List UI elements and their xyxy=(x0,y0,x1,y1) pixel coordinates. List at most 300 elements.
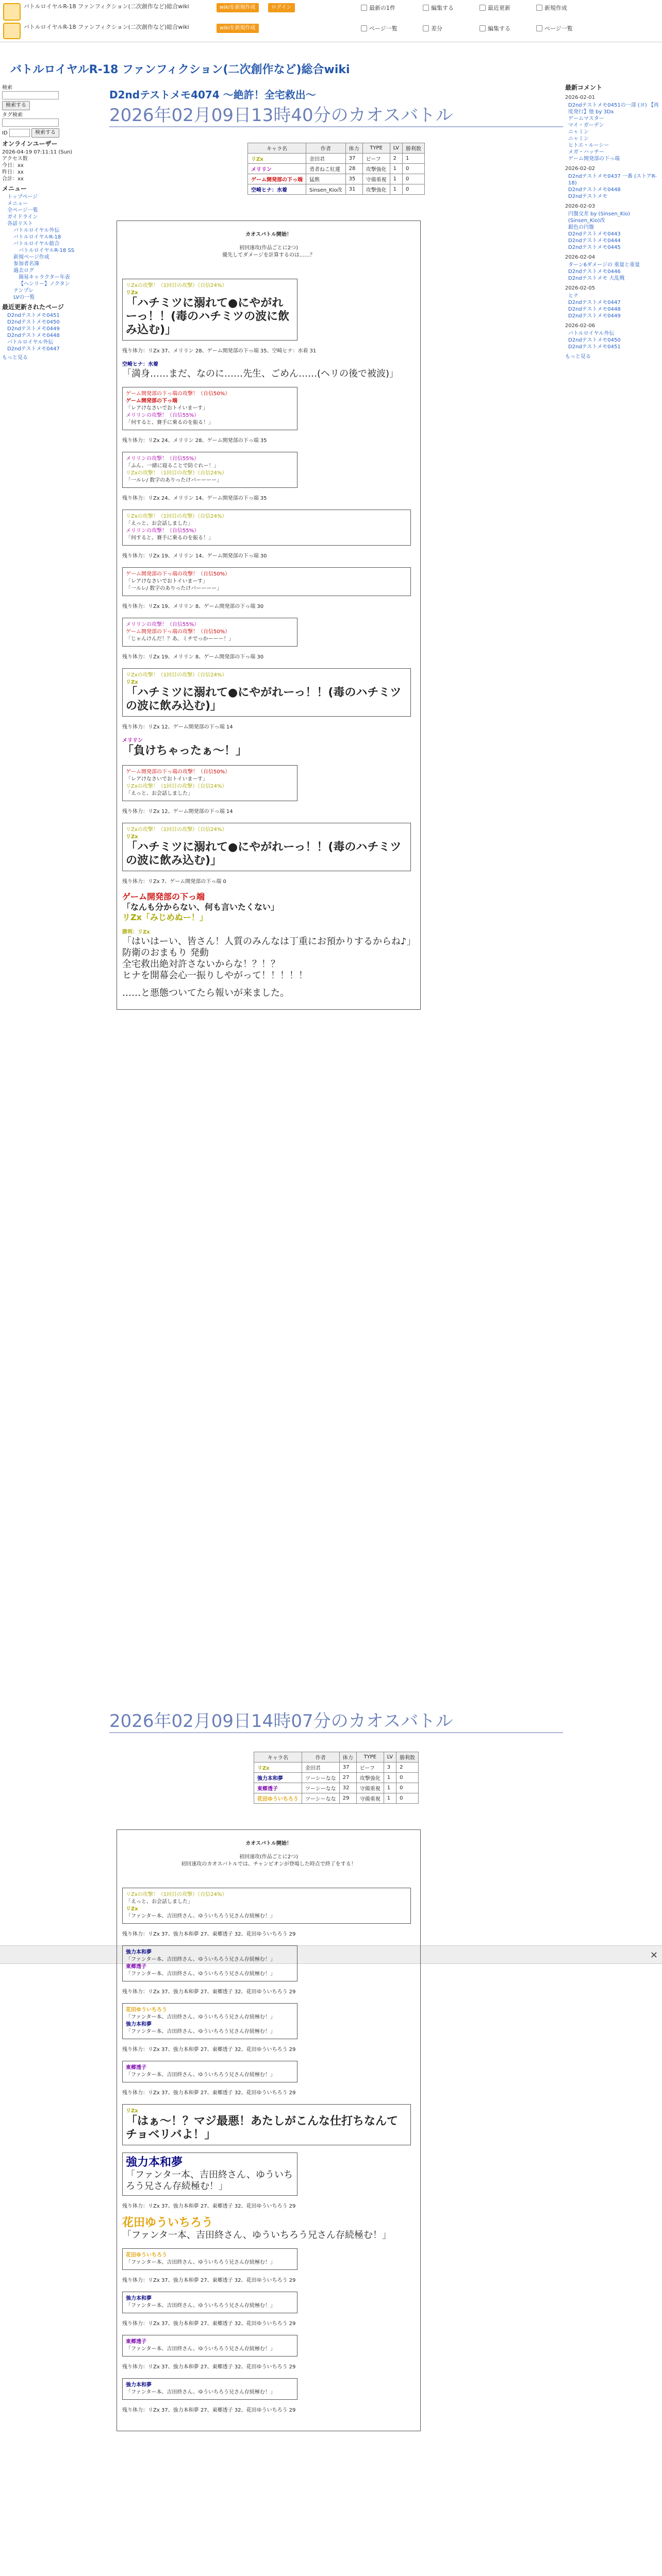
more-link[interactable]: もっと見る xyxy=(2,355,28,361)
cell: 32 xyxy=(339,1783,356,1793)
turn-frame xyxy=(122,1888,411,1924)
table-row xyxy=(248,164,425,174)
attack-line: ゲーム開発部の下っ端の攻撃！（自信50%） xyxy=(126,571,230,577)
table-row xyxy=(254,1793,418,1804)
menu-item[interactable]: 【ヘンリー】ノクタン xyxy=(19,281,70,287)
battle-log xyxy=(117,1829,421,2431)
column-header: 作者 xyxy=(306,143,346,154)
cell: 0 xyxy=(402,164,424,174)
special-move-text: 「はぁ～！？マジ最悪！あたしがこんな仕打ちなんてチョベリバよ！」 xyxy=(126,2115,399,2141)
column-header: LV xyxy=(390,143,402,154)
attacker-name: 強力本和夢 xyxy=(126,2296,152,2301)
column-header: 作者 xyxy=(302,1752,339,1762)
attack-line: ゲーム開発部の下っ端の攻撃！（自信50%） xyxy=(126,391,230,397)
cell: 攻撃強化 xyxy=(356,1773,384,1783)
hp-line: 残り体力：リZx 19、メリリン 8、ゲーム開発部の下っ端 30 xyxy=(122,654,264,660)
menu-item[interactable]: 簡易キャラクター年表 xyxy=(19,275,70,280)
dialogue-line: 「ファンター本、吉田終さん、ゆういちろう兄さん存続極む！」 xyxy=(126,2029,275,2035)
ending-line: ヒナを開幕会心一振りしやがって！！！！！ xyxy=(122,970,308,981)
cell: 0 xyxy=(396,1773,419,1783)
recent-update-item[interactable]: バトルロイヤル外伝 xyxy=(7,340,54,345)
comment-date: 2026-02-01 xyxy=(565,95,595,100)
cell: ビーフ xyxy=(356,1762,384,1773)
rule-line: 初回速攻のカオスバトルでは、チャンピオンが登場した時点で終了をする！ xyxy=(181,1861,356,1867)
dialogue-line: 「レアけなさいでおトイいまーす」 xyxy=(126,579,208,584)
cell: 攻撃強化 xyxy=(362,184,390,195)
battle-start: カオスバトル開始！ xyxy=(245,232,292,238)
dialogue-line: 「ファンター本、吉田終さん、ゆういちろう兄さん存続極む！」 xyxy=(126,2072,275,2078)
cell: 2 xyxy=(390,154,402,164)
dialogue-line: 「ファンター本、吉田終さん、ゆういちろう兄さん存続極む！」 xyxy=(126,2389,275,2395)
cell: 守備重視 xyxy=(356,1793,384,1804)
dialogue-line: 「ファンター本、吉田終さん、ゆういちろう兄さん存続極む！」 xyxy=(126,2303,275,2309)
search-button[interactable]: 検索する xyxy=(2,101,30,110)
cell: 守備重視 xyxy=(356,1783,384,1793)
right-sidebar xyxy=(563,82,662,362)
attack-line: ゲーム開発部の下っ端の攻撃！（自信50%） xyxy=(126,629,230,635)
list-icon xyxy=(361,25,367,31)
cell: 0 xyxy=(402,174,424,184)
attacker-name: 強力本和夢 xyxy=(126,2382,152,2388)
comment-item[interactable]: (Sinsen_Kio)改 xyxy=(568,218,605,224)
rule-line: 初回速攻(作品ごとに2つ) xyxy=(239,1854,299,1860)
column-header: TYPE xyxy=(356,1752,384,1762)
turn-frame xyxy=(122,2248,297,2270)
attacker-name: 東郷透子 xyxy=(126,2065,146,2071)
attacker-name: ゲーム開発部の下っ端 xyxy=(126,398,177,404)
hp-line: 残り体力：リZx 24、メリリン 14、ゲーム開発部の下っ端 35 xyxy=(122,496,267,501)
comment-item[interactable]: 銀色の円盤 xyxy=(568,225,594,230)
comment-item[interactable]: D2ndテストメモ0450 xyxy=(568,337,621,343)
comment-item[interactable]: D2ndテストメモ0449 xyxy=(568,313,621,319)
cell: 攻撃強化 xyxy=(362,164,390,174)
hp-line: 残り体力：リZx 19、メリリン 8、ゲーム開発部の下っ端 30 xyxy=(122,604,264,609)
comment-item[interactable]: バトルロイヤル外伝 xyxy=(568,331,615,336)
online-line: 2026-04-19 07:11:11 (Sun) xyxy=(2,149,73,155)
turn-frame xyxy=(122,2335,297,2357)
cell: 花田ゆういちろう xyxy=(254,1793,302,1804)
hp-line: 残り体力：リZx 37、強力本和夢 27、東郷透子 32、花田ゆういちろう 29 xyxy=(122,2047,296,2053)
comment-date: 2026-02-06 xyxy=(565,323,595,329)
turn-frame xyxy=(122,668,411,717)
search-label: 検索 xyxy=(2,85,12,91)
cell: 37 xyxy=(339,1762,356,1773)
comment-date: 2026-02-04 xyxy=(565,255,595,260)
ending-line: 防衛のおまもり 発動 xyxy=(122,947,209,958)
special-move-text: 「ハチミツに溺れて●にやがれーっ！！(毒のハチミツの波に飲み込む)」 xyxy=(126,297,290,336)
dialogue-line: 「何すると、賽手に乗るのを振る！」 xyxy=(126,420,213,426)
search-input[interactable] xyxy=(2,91,59,99)
online-line: 今日：xx xyxy=(2,163,24,168)
special-move-text: 「ファンタ一本、吉田終さん、ゆういちろう兄さん存続極む！」 xyxy=(122,2230,391,2241)
cell: 1 xyxy=(384,1793,396,1804)
cell: 1 xyxy=(390,164,402,174)
hp-line: 残り体力：リZx 37、強力本和夢 27、東郷透子 32、花田ゆういちろう 29 xyxy=(122,2090,296,2096)
comment-group xyxy=(565,203,660,251)
comment-date: 2026-02-02 xyxy=(565,166,595,172)
online-line: 昨日：xx xyxy=(2,170,24,175)
comment-item[interactable]: メガ・ハッチー xyxy=(568,149,604,155)
column-header: 体力 xyxy=(339,1752,356,1762)
comment-item[interactable]: D2ndテストメモ0446 xyxy=(568,269,621,275)
comment-item[interactable]: マイ・ガーデン xyxy=(568,123,604,128)
comment-group xyxy=(565,285,660,319)
cell: 35 xyxy=(345,174,362,184)
table-row xyxy=(248,154,425,164)
table-row xyxy=(254,1783,418,1793)
attack-line: リZxの攻撃！（1回目の攻撃）（自信24%） xyxy=(126,1892,227,1897)
comment-item[interactable]: D2ndテストメモ xyxy=(568,194,608,199)
recent-update-item[interactable]: D2ndテストメモ0448 xyxy=(7,333,60,338)
cell: 1 xyxy=(384,1773,396,1783)
hp-line: 残り体力：リZx 37、強力本和夢 27、東郷透子 32、花田ゆういちろう 29 xyxy=(122,2321,296,2327)
menu-item[interactable]: バトルロイヤル外伝 xyxy=(13,228,60,233)
cell: ゲーム開発部の下っ端 xyxy=(248,174,306,184)
comment-item[interactable]: ヒトエ・ルーシー xyxy=(568,143,609,148)
comment-date: 2026-02-05 xyxy=(565,285,595,291)
character-name: 空崎ヒナ：水着 xyxy=(122,362,158,367)
turn-frame xyxy=(122,2061,297,2082)
attacker-name: リZx xyxy=(126,834,138,840)
toolbar-pagelist-2[interactable]: ページ一覧 xyxy=(536,24,573,34)
cell: 強力本和夢 xyxy=(254,1773,302,1783)
wiki-id-label: ID xyxy=(2,130,8,136)
battle-start: カオスバトル開始！ xyxy=(245,1841,292,1846)
comment-group xyxy=(565,165,660,200)
turn-frame xyxy=(122,279,297,341)
tag-search-input[interactable] xyxy=(2,118,59,127)
recent-update-item[interactable]: D2ndテストメモ0449 xyxy=(7,326,60,332)
defeat-line: 「負けちゃったぁ～！」 xyxy=(122,744,247,757)
attack-line: リZxの攻撃！（1回目の攻撃）（自信24%） xyxy=(126,672,227,678)
column-header: キャラ名 xyxy=(254,1752,302,1762)
attacker-name: 強力本和夢 xyxy=(126,1950,152,1955)
column-header: キャラ名 xyxy=(248,143,306,154)
hp-line: 残り体力：リZx 37、強力本和夢 27、東郷透子 32、花田ゆういちろう 29 xyxy=(122,2408,296,2413)
dialogue-line: 「じゃんけんだ！？あ、ミチでっかーーー！」 xyxy=(126,636,234,642)
cell: ツーシーなな xyxy=(302,1773,339,1783)
attacker-name: リZx xyxy=(126,680,138,685)
attack-line: メリリンの攻撃！（自信55%） xyxy=(126,528,200,534)
menu-item[interactable]: テンプレ xyxy=(13,288,34,294)
dialogue-line: 「えっと、お会話しました」 xyxy=(126,521,193,527)
attacker-name: 東郷透子 xyxy=(126,2339,146,2345)
dialogue-line: 「ファンター本、吉田終さん、ゆういちろう兄さん存続極む！」 xyxy=(126,2260,275,2265)
hp-line: 残り体力：リZx 37、メリリン 28、ゲーム開発部の下っ端 35、空崎ヒナ：水着 31 xyxy=(122,348,317,354)
hp-line: 残り体力：リZx 12、ゲーム開発部の下っ端 14 xyxy=(122,809,233,815)
attacker-name: リZx xyxy=(126,2108,138,2114)
tag-search-label: タグ検索 xyxy=(2,112,23,118)
turn-frame xyxy=(122,510,411,546)
recent-updates-list xyxy=(2,312,101,352)
online-title: オンラインユーザー xyxy=(2,140,58,147)
dialogue-line: 「ファンター本、吉田終さん、ゆういちろう兄さん存続極む！」 xyxy=(126,1957,275,1962)
clock-icon xyxy=(479,5,486,11)
column-header: TYPE xyxy=(362,143,390,154)
ending-line: 全宅救出絶対許さないからな！？！？ xyxy=(122,959,280,970)
cell: ツーシーなな xyxy=(302,1793,339,1804)
attack-line: メリリンの攻撃！（自信55%） xyxy=(126,456,200,462)
create-wiki-button[interactable]: wikiを新規作成 xyxy=(217,3,259,12)
ending-line: ……と悪態ついてたら報いが来ました。 xyxy=(122,988,289,998)
toolbar-pagelist[interactable]: ページ一覧 xyxy=(361,24,398,34)
comment-item[interactable]: ニャミン xyxy=(568,136,589,142)
menu-item[interactable]: バトルロイヤルR-18 SS xyxy=(19,248,75,253)
menu-item[interactable]: 新規ページ作成 xyxy=(13,255,49,260)
cell: 猛熊 xyxy=(306,174,346,184)
menu-item[interactable]: 参加者名簿 xyxy=(13,261,39,267)
attacker-name: 花田ゆういちろう xyxy=(126,2252,167,2258)
comment-item[interactable]: D2ndテストメモ0451 xyxy=(568,344,621,350)
dialogue-line: 「ファンター本、吉田終さん、ゆういちろう兄さん存続極む！」 xyxy=(126,2014,275,2020)
top-bar xyxy=(0,0,662,42)
turn-frame xyxy=(122,765,297,801)
page-title: D2ndテストメモ4074 ～絶許！全宅救出～ xyxy=(109,89,316,101)
attack-line: リZxの攻撃！（1回目の攻撃）（自信24%） xyxy=(126,470,227,476)
cell: Sinsen_Kio改 xyxy=(306,184,346,195)
cell: 空崎ヒナ：水着 xyxy=(248,184,306,195)
column-header: 体力 xyxy=(345,143,362,154)
wiki-go-button[interactable]: 検索する xyxy=(31,128,59,138)
site-logo[interactable] xyxy=(3,3,21,21)
cell: 28 xyxy=(345,164,362,174)
attack-line: メリリンの攻撃！（自信55%） xyxy=(126,413,200,418)
site-name-secondary[interactable]: バトルロイヤルR-18 ファンフィクション(二次創作など)総合wiki xyxy=(24,24,189,30)
hp-line: 残り体力：リZx 24、メリリン 28、ゲーム開発部の下っ端 35 xyxy=(122,438,267,444)
toolbar-new[interactable]: 新規作成 xyxy=(536,3,567,13)
recent-comments-title: 最新コメント xyxy=(565,84,603,91)
table-row xyxy=(254,1773,418,1783)
hp-line: 残り体力：リZx 37、強力本和夢 27、東郷透子 32、花田ゆういちろう 29 xyxy=(122,2204,296,2209)
turn-frame xyxy=(122,823,411,871)
turn-frame xyxy=(122,2292,297,2313)
turn-frame xyxy=(122,387,297,430)
cell: ツーシーなな xyxy=(302,1783,339,1793)
section-title: 2026年02月09日14時07分のカオスバトル xyxy=(109,1710,563,1733)
toolbar-latest[interactable]: 最新の1件 xyxy=(361,3,395,13)
cell: リZx xyxy=(248,154,306,164)
comment-date: 2026-02-03 xyxy=(565,204,595,209)
comment-item[interactable]: ニャミン xyxy=(568,129,589,135)
wiki-id-input[interactable] xyxy=(9,129,30,137)
battle-log xyxy=(117,221,421,1010)
character-name: 強力本和夢 xyxy=(126,2156,183,2169)
taunt-line: リZx「みじめぬー！」 xyxy=(122,912,208,922)
comment-item[interactable]: D2ndテストメモ0437 一番 (ストアR-18) xyxy=(568,174,657,186)
comment-item[interactable]: ゲーム開発部の下っ端 xyxy=(568,156,620,162)
table-row xyxy=(248,174,425,184)
cell: 1 xyxy=(390,184,402,195)
turn-frame xyxy=(122,2104,411,2145)
cast-table xyxy=(247,143,425,195)
dialogue-line: 「ファンター本、吉田終さん、ゆういちろう兄さん存続極む！」 xyxy=(126,1971,275,1977)
toolbar-diff[interactable]: 差分 xyxy=(423,24,442,34)
pencil-icon xyxy=(423,5,429,11)
turn-frame xyxy=(122,1945,297,1981)
cell: リZx xyxy=(254,1762,302,1773)
comment-group xyxy=(565,254,660,282)
cell: 0 xyxy=(396,1783,419,1793)
dialogue-line: 「レアけなさいでおトイいまーす」 xyxy=(126,405,208,411)
column-header: 勝利数 xyxy=(402,143,424,154)
special-move-text: 「ハチミツに溺れて●にやがれーっ！！(毒のハチミツの波に飲み込む)」 xyxy=(126,841,402,867)
toolbar-recent[interactable]: 最近更新 xyxy=(479,3,510,13)
menu-item[interactable]: ガイドライン xyxy=(7,214,38,220)
recent-update-item[interactable]: D2ndテストメモ0451 xyxy=(7,313,60,318)
menu-item[interactable]: 各話リスト xyxy=(7,221,33,227)
dialogue-line: 「一ルレ/ 数字のありったけバーーーー」 xyxy=(126,478,222,483)
wiki-title[interactable]: バトルロイヤルR-18 ファンフィクション(二次創作など)総合wiki xyxy=(10,63,350,76)
dialogue-line: 「ファンター本、吉田終さん、ゆういちろう兄さん存続極む！」 xyxy=(126,1913,275,1919)
comment-item[interactable]: D2ndテストメモ0448 xyxy=(568,187,621,193)
dialogue-line: 「えっと、お会話しました」 xyxy=(126,1899,193,1905)
attack-line: リZxの攻撃！（1回目の攻撃）（自信24%） xyxy=(126,827,227,833)
cell: 守備重視 xyxy=(362,174,390,184)
cell: 東郷透子 xyxy=(254,1783,302,1793)
toolbar-edit-2[interactable]: 編集する xyxy=(479,24,510,34)
hp-line: 残り体力：リZx 19、メリリン 14、ゲーム開発部の下っ端 30 xyxy=(122,553,267,559)
column-header: LV xyxy=(384,1752,396,1762)
comment-group xyxy=(565,323,660,350)
hp-line: 残り体力：リZx 37、強力本和夢 27、東郷透子 32、花田ゆういちろう 29 xyxy=(122,1931,296,1937)
attacker-name: 花田ゆういちろう xyxy=(126,2007,167,2013)
cell: 金田君 xyxy=(306,154,346,164)
attacker-name: リZx xyxy=(126,1906,138,1912)
recent-update-item[interactable]: D2ndテストメモ0447 xyxy=(7,346,60,352)
cell: ビーフ xyxy=(362,154,390,164)
cell: 3 xyxy=(384,1762,396,1773)
turn-frame xyxy=(122,618,297,647)
turn-frame xyxy=(122,2003,297,2039)
attack-line: ゲーム開発部の下っ端の攻撃！（自信50%） xyxy=(126,769,230,775)
dialogue-line: 「ファンター本、吉田終さん、ゆういちろう兄さん存続極む！」 xyxy=(126,2346,275,2352)
menu-item[interactable]: 過去ログ xyxy=(13,268,34,274)
attacker-name: 強力本和夢 xyxy=(126,2022,152,2027)
turn-frame xyxy=(122,2378,297,2400)
attacker-name: 東郷透子 xyxy=(126,1964,146,1970)
hp-line: 残り体力：リZx 7、ゲーム開発部の下っ端 0 xyxy=(122,879,226,885)
cell: 1 xyxy=(384,1783,396,1793)
cell: 0 xyxy=(396,1793,419,1804)
menu-list xyxy=(2,194,101,301)
more-comments-link[interactable]: もっと見る xyxy=(565,354,591,360)
defeat-line: 「なんも分からない、何も言いたくない」 xyxy=(122,902,279,912)
recent-updates-title: 最近更新されたページ xyxy=(2,303,64,311)
comment-group xyxy=(565,94,660,162)
toolbar-edit[interactable]: 編集する xyxy=(423,3,454,13)
pencil-icon xyxy=(479,25,486,31)
rule-line: 初回速攻(作品ごとに2つ) xyxy=(239,245,299,251)
dialogue-line: 「何すると、賽手に乗るのを振る！」 xyxy=(126,535,213,541)
special-move-text: 「ファンタ一本、吉田終さん、ゆういちろう兄さん存続極む！」 xyxy=(126,2170,293,2192)
diff-icon xyxy=(423,25,429,31)
hp-line: 残り体力：リZx 37、強力本和夢 27、東郷透子 32、花田ゆういちろう 29 xyxy=(122,2278,296,2283)
hp-line: 残り体力：リZx 12、ゲーム開発部の下っ端 14 xyxy=(122,724,233,730)
special-move-text: 「満身……まだ、なのに……先生、ごめん……(ヘリの後で被波)」 xyxy=(122,368,399,379)
comment-item[interactable]: ゲームマスター xyxy=(568,116,604,122)
turn-frame xyxy=(122,452,297,488)
dialogue-line: 「ふん、一緒に寝ることで防ぐれー！」 xyxy=(126,463,219,469)
dialogue-line: 「一ルレ/ 数字のありったけバーーーー」 xyxy=(126,586,222,591)
cell: 金田君 xyxy=(302,1762,339,1773)
site-logo-secondary[interactable] xyxy=(3,23,21,39)
turn-frame xyxy=(122,2153,297,2196)
comment-item[interactable]: D2ndテストメモ0444 xyxy=(568,238,621,244)
menu-title: メニュー xyxy=(2,185,27,192)
comment-item[interactable]: D2ndテストメモ0443 xyxy=(568,231,621,237)
list-icon xyxy=(536,25,542,31)
online-line: 合計：xx xyxy=(2,176,24,182)
dialogue-line: 「えっと、お会話しました」 xyxy=(126,791,193,796)
ending-line: 「はいはーい、皆さん！人質のみんなは丁重にお預かりするからね♪」 xyxy=(122,936,416,947)
rule-line: 優先してダメージを計算するのは……？ xyxy=(222,252,315,258)
dialogue-line: 「レアけなさいでおトイいまーす」 xyxy=(126,776,208,782)
create-wiki-button-2[interactable]: wikiを新規作成 xyxy=(217,24,259,33)
cell: 1 xyxy=(390,174,402,184)
cell: メリリン xyxy=(248,164,306,174)
menu-item[interactable]: メニュー xyxy=(7,201,28,207)
page-icon xyxy=(361,5,367,11)
left-sidebar xyxy=(0,82,103,829)
cell: 29 xyxy=(339,1793,356,1804)
recent-update-item[interactable]: D2ndテストメモ0450 xyxy=(7,319,60,325)
section-title: 2026年02月09日13時40分のカオスバトル xyxy=(109,105,563,127)
second-battle-content xyxy=(109,1752,563,2576)
special-move-text: 「ハチミツに溺れて●にやがれーっ！！(毒のハチミツの波に飲み込む)」 xyxy=(126,686,402,713)
plus-icon xyxy=(536,5,542,11)
comment-item[interactable]: D2ndテストメモ0447 xyxy=(568,300,621,306)
column-header: 勝利数 xyxy=(396,1752,419,1762)
character-name: メリリン xyxy=(122,738,143,743)
menu-item[interactable]: トップページ xyxy=(7,194,38,200)
online-line: アクセス数 xyxy=(2,156,28,162)
attack-line: リZxの攻撃！（1回目の攻撃）（自信24%） xyxy=(126,784,227,789)
menu-item[interactable]: LVの一覧 xyxy=(13,295,35,300)
login-button[interactable]: ログイン xyxy=(268,3,295,12)
comment-item[interactable]: D2ndテストメモ0448 xyxy=(568,307,621,312)
menu-item[interactable]: バトルロイヤル総合 xyxy=(13,241,60,247)
character-name: 花田ゆういちろう xyxy=(122,2216,213,2229)
cell: 0 xyxy=(402,184,424,195)
table-row xyxy=(254,1762,418,1773)
character-name: ゲーム開発部の下っ端 xyxy=(122,892,205,902)
close-icon[interactable]: ✕ xyxy=(650,1950,658,1961)
site-name[interactable]: バトルロイヤルR-18 ファンフィクション(二次創作など)総合wiki xyxy=(24,3,189,10)
winner-line: 勝利：リZx xyxy=(122,929,150,935)
turn-frame xyxy=(122,567,411,596)
cell: 37 xyxy=(345,154,362,164)
comment-item[interactable]: D2ndテストメモ0445 xyxy=(568,245,621,250)
comment-item[interactable]: ターン6ダメージの 重量と重量 xyxy=(568,262,640,268)
cell: 31 xyxy=(345,184,362,195)
menu-item[interactable]: 全ページ一覧 xyxy=(7,208,38,213)
menu-item[interactable]: バトルロイヤルR-18 xyxy=(13,234,61,240)
attack-line: リZxの攻撃！（1回目の攻撃）（自信24%） xyxy=(126,514,227,519)
comment-item[interactable]: 円盤交差 by (Sinsen_Kio) xyxy=(568,211,631,217)
cell: 2 xyxy=(396,1762,419,1773)
attack-line: メリリンの攻撃！（自信55%） xyxy=(126,622,200,628)
cast-table xyxy=(254,1752,419,1804)
hp-line: 残り体力：リZx 37、強力本和夢 27、東郷透子 32、花田ゆういちろう 29 xyxy=(122,1989,296,1995)
cell: 1 xyxy=(402,154,424,164)
table-row xyxy=(248,184,425,195)
cell: 勇者ねこ紅蓮 xyxy=(306,164,346,174)
attacker-name: リZx xyxy=(126,290,138,296)
attack-line: リZxの攻撃！（1回目の攻撃）（自信24%） xyxy=(126,283,227,289)
comment-item[interactable]: D2ndテストメモ 大乱戦 xyxy=(568,276,625,281)
comment-item[interactable]: ヒナ xyxy=(568,293,578,299)
comment-item[interactable]: D2ndテストメモ0451の一部 (ヨ) 【再度発行】他 by 3Dx xyxy=(568,103,659,115)
